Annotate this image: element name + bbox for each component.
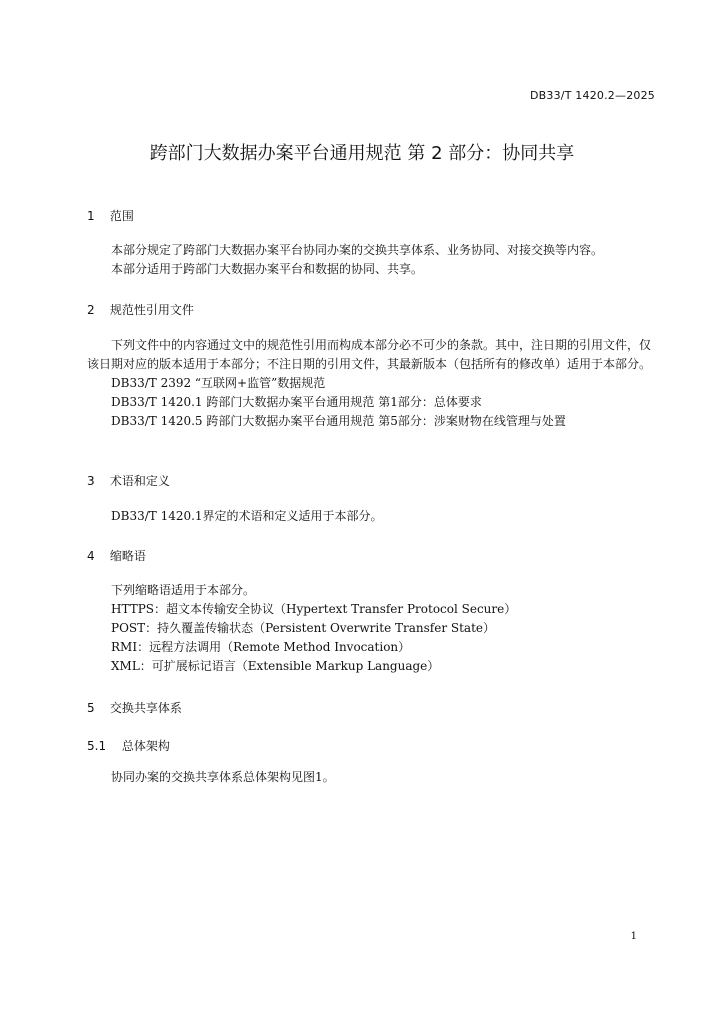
section-number: 4	[87, 549, 95, 563]
section-2-body	[87, 336, 659, 431]
standard-code: DB33/T 1420.2—2025	[529, 89, 655, 102]
reference-item: DB33/T 1420.1 跨部门大数据办案平台通用规范 第1部分：总体要求	[111, 395, 482, 409]
paragraph: 协同办案的交换共享体系总体架构见图1。	[111, 770, 335, 784]
section-number: 5.1	[87, 739, 107, 753]
section-title: 规范性引用文件	[109, 303, 194, 317]
section-title: 术语和定义	[109, 474, 170, 488]
section-5-heading	[87, 700, 182, 716]
section-number: 5	[87, 701, 95, 715]
paragraph: 本部分规定了跨部门大数据办案平台协同办案的交换共享体系、业务协同、对接交换等内容。	[111, 243, 604, 257]
abbreviation-item: POST：持久覆盖传输状态（Persistent Overwrite Transfer State）	[111, 621, 495, 635]
section-5-1-body	[87, 768, 659, 787]
section-1-body	[87, 241, 659, 279]
abbreviation-item: HTTPS：超文本传输安全协议（Hypertext Transfer Protocol Secure）	[111, 602, 517, 616]
section-title: 总体架构	[121, 739, 170, 753]
section-5-1-heading	[87, 738, 170, 754]
document-title: 跨部门大数据办案平台通用规范 第 2 部分：协同共享	[149, 143, 575, 164]
section-2-heading	[87, 302, 194, 318]
abbreviation-item: RMI：远程方法调用（Remote Method Invocation）	[111, 640, 411, 654]
reference-item: DB33/T 1420.5 跨部门大数据办案平台通用规范 第5部分：涉案财物在线管理与处置	[111, 414, 566, 428]
paragraph: DB33/T 1420.1界定的术语和定义适用于本部分。	[111, 509, 383, 523]
section-title: 交换共享体系	[109, 701, 182, 715]
page-number: 1	[630, 931, 637, 942]
paragraph: 下列文件中的内容通过文中的规范性引用而构成本部分必不可少的条款。其中，注日期的引用文件，仅该日期对应的版本适用于本部分；不注日期的引用文件，其最新版本（包括所有的修改单）适用于本部分。	[87, 338, 652, 371]
section-number: 2	[87, 303, 95, 317]
section-4-heading	[87, 548, 146, 564]
section-number: 3	[87, 474, 95, 488]
paragraph: 下列缩略语适用于本部分。	[111, 583, 256, 597]
section-4-body	[87, 581, 659, 676]
reference-item: DB33/T 2392 “互联网+监管”数据规范	[111, 376, 326, 390]
section-title: 缩略语	[109, 549, 146, 563]
paragraph: 本部分适用于跨部门大数据办案平台和数据的协同、共享。	[111, 262, 424, 276]
section-number: 1	[87, 209, 95, 223]
abbreviation-item: XML：可扩展标记语言（Extensible Markup Language）	[111, 659, 440, 673]
section-3-body	[87, 507, 659, 526]
section-3-heading	[87, 473, 170, 489]
section-title: 范围	[109, 209, 134, 223]
section-1-heading	[87, 208, 134, 224]
